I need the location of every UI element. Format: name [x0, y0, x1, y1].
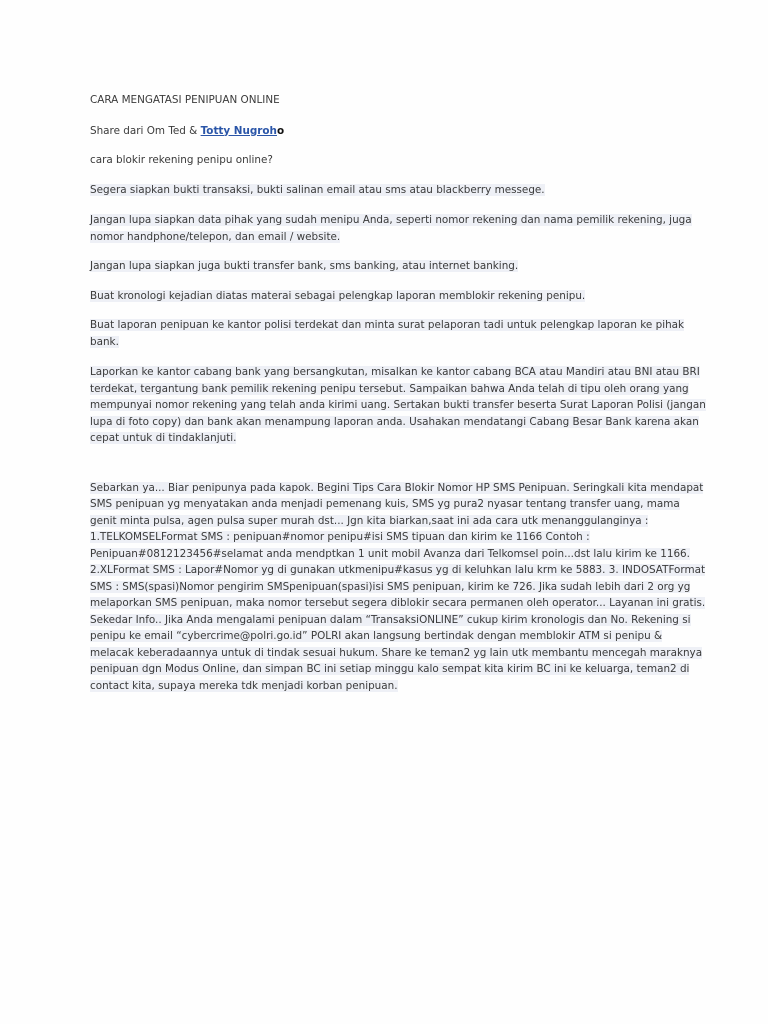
share-prefix: Share dari Om Ted &: [90, 124, 201, 137]
paragraph-text: Buat laporan penipuan ke kantor polisi terdekat dan minta surat pelaporan tadi untuk pelengkap laporan ke pihak bank.: [90, 319, 685, 348]
share-line: [90, 123, 708, 140]
author-link[interactable]: Totty Nugroh: [200, 124, 277, 137]
paragraph: [90, 152, 708, 169]
document-title: [90, 92, 708, 109]
share-suffix: o: [276, 124, 285, 137]
paragraph-text: Buat kronologi kejadian diatas materai sebagai pelengkap laporan memblokir rekening penipu.: [90, 289, 586, 302]
document-title-text: CARA MENGATASI PENIPUAN ONLINE: [90, 94, 280, 106]
paragraph: [90, 258, 708, 275]
paragraph: [90, 480, 708, 695]
paragraph: [90, 317, 708, 350]
paragraph-text: Jangan lupa siapkan data pihak yang sudah menipu Anda, seperti nomor rekening dan nama pemilik rekening, juga nomor handphone/telepon, dan email / website.: [90, 214, 692, 243]
paragraph: [90, 182, 708, 199]
paragraph: [90, 364, 708, 447]
paragraph: [90, 288, 708, 305]
paragraph-text: Sebarkan ya... Biar penipunya pada kapok. Begini Tips Cara Blokir Nomor HP SMS Penipuan. Seringkali kita mendapat SMS penipuan yg menyatakan anda menjadi pemenang kuis, SMS yg pura2 nyasar tentang transfer uang, mama genit minta pulsa, agen pulsa super murah dst... Jgn kita biarkan,saat ini ada cara utk menanggulanginya : 1.TELKOMSELFormat SMS : penipuan#nomor penipu#isi SMS tipuan dan kirim ke 1166 Contoh : Penipuan#0812123456#selamat anda mendptkan 1 unit mobil Avanza dari Telkomsel poin...dst lalu kirim ke 1166. 2.XLFormat SMS : Lapor#Nomor yg di gunakan utkmenipu#kasus yg di keluhkan lalu krm ke 5883. 3. INDOSATFormat SMS : SMS(spasi)Nomor pengirim SMSpenipuan(spasi)isi SMS penipuan, kirim ke 726. Jika sudah lebih dari 2 org yg melaporkan SMS penipuan, maka nomor tersebut segera diblokir secara permanen oleh operator... Layanan ini gratis. Sekedar Info.. Jika Anda mengalami penipuan dalam “TransaksiONLINE” cukup kirim kronologis dan No. Rekening si penipu ke email “cybercrime@polri.go.id” POLRI akan langsung bertindak dengan memblokir ATM si penipu & melacak keberadaannya untuk di tindak sesuai hukum. Share ke teman2 yg lain utk membantu mencegah maraknya penipuan dgn Modus Online, dan simpan BC ini setiap minggu kalo sempat kita kirim BC ini ke keluarga, teman2 di contact kita, supaya mereka tdk menjadi korban penipuan.: [90, 481, 706, 692]
paragraph-text: Jangan lupa siapkan juga bukti transfer bank, sms banking, atau internet banking.: [90, 260, 519, 272]
paragraph: [90, 212, 708, 245]
paragraph-text: cara blokir rekening penipu online?: [90, 154, 273, 166]
paragraph-text: Laporkan ke kantor cabang bank yang bersangkutan, misalkan ke kantor cabang BCA atau Mandiri atau BNI atau BRI terdekat, tergantung bank pemilik rekening penipu tersebut. Sampaikan bahwa Anda telah di tipu oleh orang yang mempunyai nomor rekening yang telah anda kirimi uang. Sertakan bukti transfer beserta Surat Laporan Polisi (jangan lupa di foto copy) dan bank akan menampung laporan anda. Usahakan mendatangi Cabang Besar Bank karena akan cepat untuk di tindaklanjuti.: [90, 366, 706, 444]
paragraph-text: Segera siapkan bukti transaksi, bukti salinan email atau sms atau blackberry messege.: [90, 183, 545, 196]
